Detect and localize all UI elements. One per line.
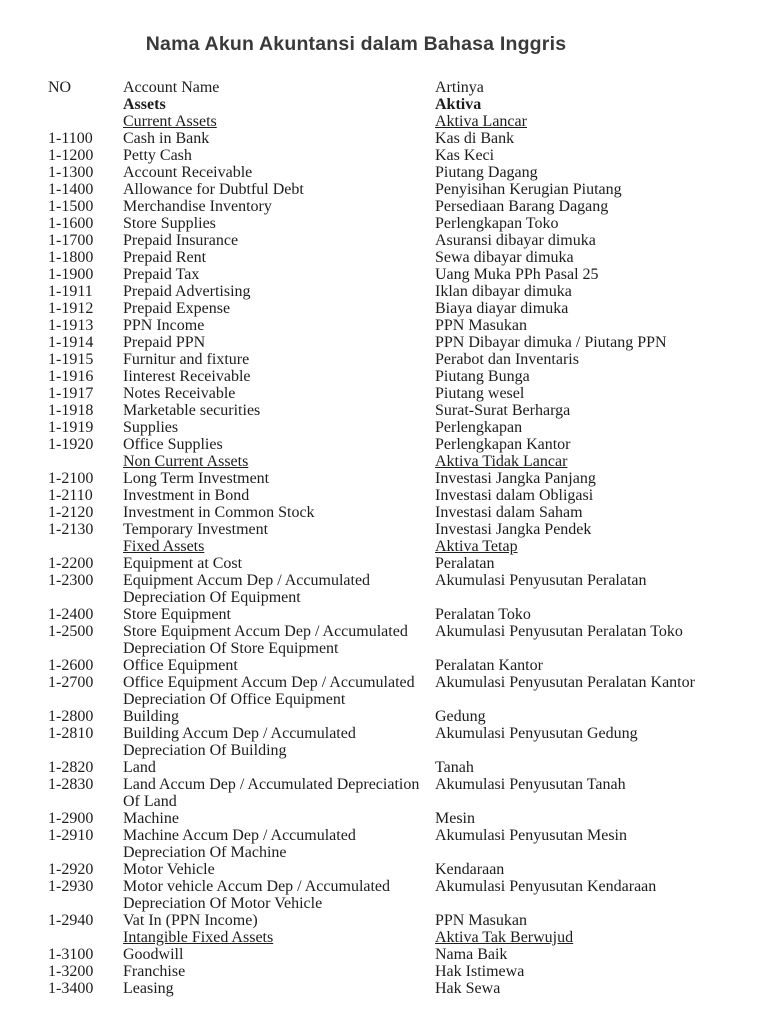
account-number: 1-1914 [48,334,94,351]
account-number: 1-3200 [48,963,94,980]
account-number: 1-2810 [48,725,94,742]
account-number: 1-2910 [48,827,94,844]
account-name: Machine Accum Dep / Accumulated Depreciation Of Machine [123,827,356,861]
table-row [48,215,708,232]
account-number: 1-2940 [48,912,94,929]
table-row [48,96,708,113]
account-meaning: Aktiva Tetap [435,538,518,555]
table-row [48,912,708,929]
account-number: 1-1919 [48,419,94,436]
account-meaning: Perlengkapan Kantor [435,436,571,453]
account-number: 1-2130 [48,521,94,538]
account-name: Land Accum Dep / Accumulated Depreciation Of Land [123,776,420,810]
account-name: Prepaid PPN [123,334,206,351]
account-number: 1-2920 [48,861,94,878]
table-row [48,164,708,181]
account-meaning: PPN Masukan [435,317,528,334]
account-meaning: Biaya diayar dimuka [435,300,569,317]
account-name: Office Equipment [123,657,238,674]
account-name: Motor Vehicle [123,861,215,878]
account-name: Office Supplies [123,436,223,453]
account-number: 1-1300 [48,164,94,181]
table-row [48,572,708,606]
account-name: Equipment Accum Dep / Accumulated Depreciation Of Equipment [123,572,371,606]
account-name: Building Accum Dep / Accumulated Depreciation Of Building [123,725,356,759]
account-name: Non Current Assets [123,453,249,470]
account-meaning: Perlengkapan [435,419,523,436]
account-name: Machine [123,810,179,827]
account-meaning: Aktiva [435,96,482,113]
table-row [48,929,708,946]
table-row [48,963,708,980]
account-meaning: Akumulasi Penyusutan Peralatan Toko [435,623,683,640]
account-name: Petty Cash [123,147,192,164]
account-number: 1-2700 [48,674,94,691]
account-meaning: Akumulasi Penyusutan Mesin [435,827,627,844]
table-row [48,249,708,266]
accounts-table [48,79,708,997]
table-row [48,810,708,827]
account-meaning: Investasi Jangka Panjang [435,470,596,487]
account-name: Assets [123,96,166,113]
account-meaning: Perabot dan Inventaris [435,351,579,368]
account-name: Merchandise Inventory [123,198,272,215]
account-number: 1-1911 [48,283,93,300]
account-name: Office Equipment Accum Dep / Accumulated Depreciation Of Office Equipment [123,674,415,708]
table-row [48,776,708,810]
account-name: Prepaid Tax [123,266,200,283]
table-row [48,181,708,198]
table-row [48,623,708,657]
account-name: Franchise [123,963,186,980]
account-meaning: Akumulasi Penyusutan Gedung [435,725,638,742]
account-name: Store Supplies [123,215,216,232]
account-number: 1-1200 [48,147,94,164]
account-meaning: Hak Istimewa [435,963,525,980]
page-title: Nama Akun Akuntansi dalam Bahasa Inggris [145,33,567,55]
account-meaning: Akumulasi Penyusutan Tanah [435,776,626,793]
account-meaning: Kas Keci [435,147,495,164]
column-header-account-name: Account Name [123,79,220,96]
account-name: Land [123,759,156,776]
account-meaning: Investasi dalam Obligasi [435,487,594,504]
account-meaning: Kas di Bank [435,130,515,147]
account-meaning: Asuransi dibayar dimuka [435,232,596,249]
account-number: 1-1920 [48,436,94,453]
table-row [48,827,708,861]
account-name: Leasing [123,980,174,997]
table-row [48,419,708,436]
account-number: 1-3100 [48,946,94,963]
account-name: Store Equipment Accum Dep / Accumulated Depreciation Of Store Equipment [123,623,408,657]
table-row [48,453,708,470]
account-number: 1-2100 [48,470,94,487]
account-number: 1-1700 [48,232,94,249]
account-number: 1-1400 [48,181,94,198]
account-name: Store Equipment [123,606,231,623]
account-name: Temporary Investment [123,521,269,538]
document-content [48,0,708,997]
account-number: 1-1918 [48,402,94,419]
table-row [48,946,708,963]
account-number: 1-2800 [48,708,94,725]
table-row [48,674,708,708]
account-number: 1-2930 [48,878,94,895]
account-number: 1-2200 [48,555,94,572]
account-meaning: Aktiva Tak Berwujud [435,929,574,946]
account-number: 1-1500 [48,198,94,215]
table-row [48,351,708,368]
account-meaning: Penyisihan Kerugian Piutang [435,181,622,198]
account-number: 1-1100 [48,130,93,147]
account-number: 1-1915 [48,351,94,368]
table-row [48,300,708,317]
account-number: 1-2300 [48,572,94,589]
account-name: Vat In (PPN Income) [123,912,258,929]
table-row [48,130,708,147]
table-row [48,708,708,725]
table-row [48,317,708,334]
account-number: 1-2110 [48,487,93,504]
table-row [48,385,708,402]
table-row [48,657,708,674]
table-row [48,283,708,300]
account-number: 1-1916 [48,368,94,385]
account-name: Investment in Bond [123,487,250,504]
account-name: Current Assets [123,113,217,130]
account-number: 1-2900 [48,810,94,827]
account-name: Notes Receivable [123,385,236,402]
table-row [48,147,708,164]
account-meaning: Peralatan Toko [435,606,531,623]
account-meaning: Aktiva Lancar [435,113,527,130]
account-number: 1-1917 [48,385,94,402]
table-row [48,198,708,215]
table-row [48,980,708,997]
table-row [48,521,708,538]
account-meaning: Surat-Surat Berharga [435,402,571,419]
account-meaning: Iklan dibayar dimuka [435,283,572,300]
account-name: Furnitur and fixture [123,351,250,368]
account-name: Cash in Bank [123,130,210,147]
account-number: 1-1800 [48,249,94,266]
table-row [48,470,708,487]
table-row [48,504,708,521]
table-row [48,861,708,878]
account-meaning: Perlengkapan Toko [435,215,559,232]
account-name: Investment in Common Stock [123,504,315,521]
account-meaning: Piutang Dagang [435,164,538,181]
account-name: PPN Income [123,317,205,334]
account-name: Fixed Assets [123,538,205,555]
account-meaning: Kendaraan [435,861,505,878]
table-row [48,725,708,759]
table-row [48,334,708,351]
account-number: 1-2830 [48,776,94,793]
account-name: Building [123,708,180,725]
account-meaning: Sewa dibayar dimuka [435,249,574,266]
account-number: 1-3400 [48,980,94,997]
account-name: Goodwill [123,946,184,963]
account-number: 1-1600 [48,215,94,232]
account-number: 1-2400 [48,606,94,623]
account-number: 1-2120 [48,504,94,521]
account-meaning: Investasi dalam Saham [435,504,583,521]
table-row [48,113,708,130]
account-number: 1-2600 [48,657,94,674]
account-meaning: Akumulasi Penyusutan Kendaraan [435,878,657,895]
account-name: Motor vehicle Accum Dep / Accumulated Depreciation Of Motor Vehicle [123,878,391,912]
account-meaning: Persediaan Barang Dagang [435,198,609,215]
account-meaning: Aktiva Tidak Lancar [435,453,568,470]
account-name: Prepaid Advertising [123,283,251,300]
account-meaning: Gedung [435,708,486,725]
table-row [48,402,708,419]
account-name: Prepaid Insurance [123,232,239,249]
account-meaning: Peralatan Kantor [435,657,543,674]
table-row [48,555,708,572]
account-meaning: Akumulasi Penyusutan Peralatan Kantor [435,674,695,691]
table-row [48,606,708,623]
account-meaning: Uang Muka PPh Pasal 25 [435,266,599,283]
account-number: 1-2500 [48,623,94,640]
account-name: Supplies [123,419,179,436]
account-name: Iinterest Receivable [123,368,251,385]
table-row [48,368,708,385]
table-row [48,232,708,249]
account-name: Allowance for Dubtful Debt [123,181,304,198]
account-name: Marketable securities [123,402,261,419]
account-name: Equipment at Cost [123,555,243,572]
account-number: 1-1912 [48,300,94,317]
account-meaning: PPN Masukan [435,912,528,929]
account-number: 1-1913 [48,317,94,334]
column-header-no: NO [48,79,72,96]
account-name: Prepaid Expense [123,300,231,317]
account-meaning: Investasi Jangka Pendek [435,521,592,538]
account-name: Long Term Investment [123,470,270,487]
account-name: Account Receivable [123,164,253,181]
account-meaning: Tanah [435,759,474,776]
table-header-row [48,79,708,96]
account-name: Intangible Fixed Assets [123,929,274,946]
table-row [48,436,708,453]
account-meaning: Piutang wesel [435,385,525,402]
account-meaning: Piutang Bunga [435,368,530,385]
table-row [48,538,708,555]
account-meaning: PPN Dibayar dimuka / Piutang PPN [435,334,667,351]
account-meaning: Mesin [435,810,475,827]
account-number: 1-2820 [48,759,94,776]
table-row [48,487,708,504]
account-number: 1-1900 [48,266,94,283]
account-meaning: Nama Baik [435,946,508,963]
table-row [48,266,708,283]
table-row [48,878,708,912]
account-meaning: Akumulasi Penyusutan Peralatan [435,572,647,589]
table-row [48,759,708,776]
column-header-meaning: Artinya [435,79,484,96]
account-meaning: Hak Sewa [435,980,501,997]
account-name: Prepaid Rent [123,249,207,266]
account-meaning: Peralatan [435,555,495,572]
